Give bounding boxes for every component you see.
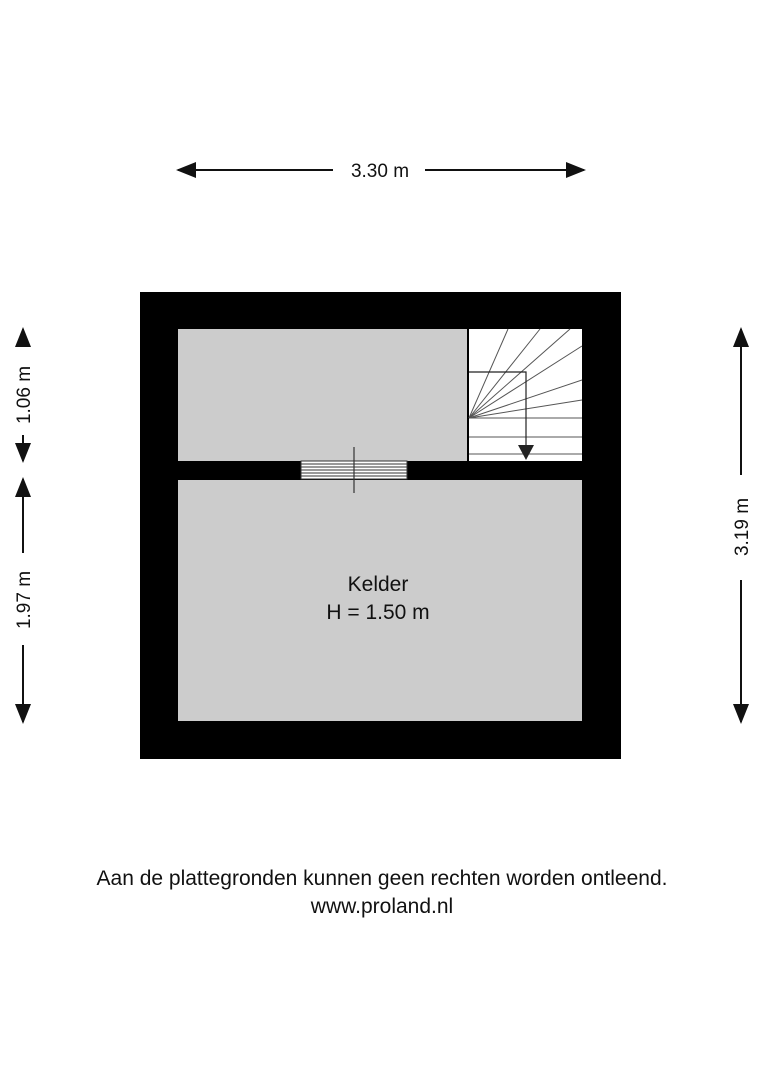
website-text: www.proland.nl: [310, 895, 454, 918]
room-height-label: H = 1.50 m: [326, 601, 430, 624]
room-name-label: Kelder: [347, 573, 409, 596]
dimension-left-lower: [14, 479, 35, 722]
dimension-left-upper: [14, 329, 35, 461]
dimension-label-upper: 1.06 m: [14, 365, 35, 425]
disclaimer-text: Aan de plattegronden kunnen geen rechten worden ontleend.: [96, 867, 668, 890]
dimension-top-width: [178, 161, 584, 182]
dimension-label-lower: 1.97 m: [14, 570, 35, 630]
dimension-right-height: [732, 329, 753, 722]
dimension-label-width: 3.30 m: [350, 161, 410, 182]
staircase: [469, 329, 582, 461]
storage-area-upper: [178, 329, 467, 461]
dimension-label-height: 3.19 m: [732, 497, 753, 557]
